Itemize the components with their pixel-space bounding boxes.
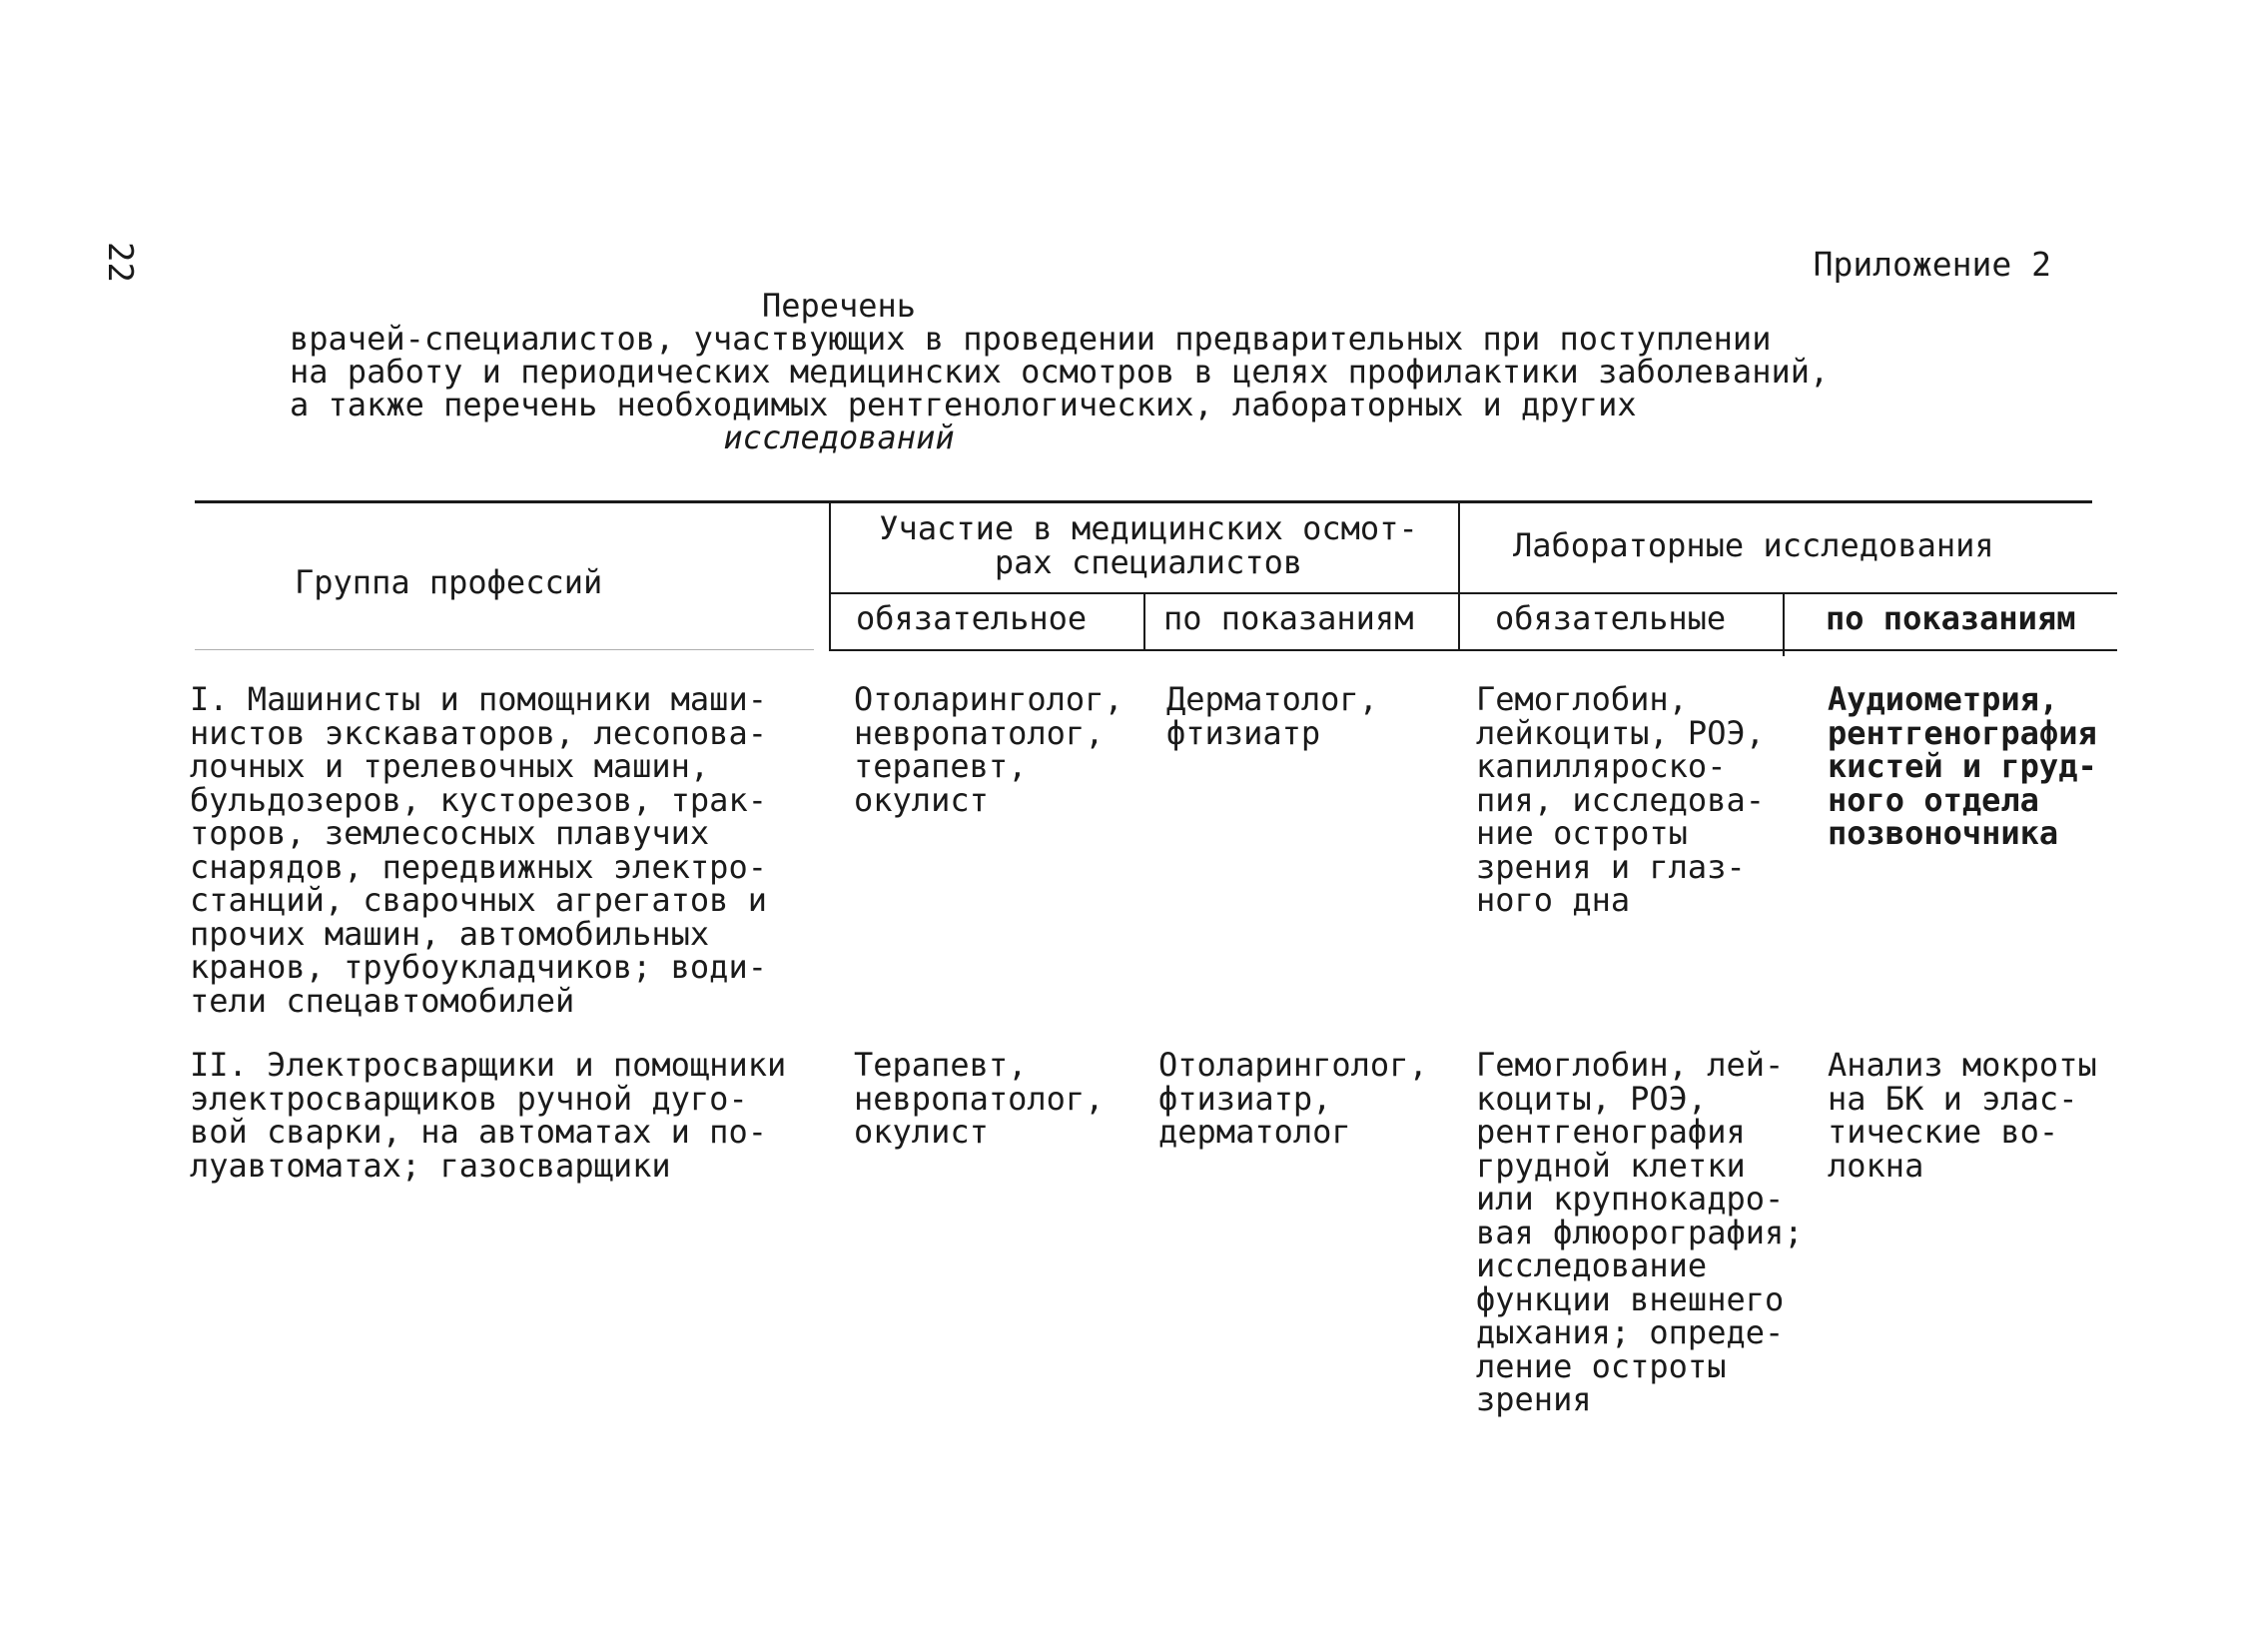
- title-line-1: врачей-специалистов, участвующих в проведении предварительных при поступлении: [290, 320, 1772, 358]
- row2-lab-mandatory: Гемоглобин, лей- коциты, РОЭ, рентгенография грудной клетки или крупнокадро- вая флюорография; исследование функции внешнего дыхания; опреде- ление остроты зрения: [1476, 1046, 1804, 1418]
- header-lab-mandatory: обязательные: [1495, 599, 1727, 637]
- vline-mid-lab: [1783, 594, 1785, 656]
- row1-lab-indication: Аудиометрия, рентгенография кистей и груд- ного отдела позвоночника: [1828, 680, 2097, 852]
- row1-group: I. Машинисты и помощники маши- нистов экскаваторов, лесопова- лочных и трелевочных машин, бульдозеров, кусторезов, трак- торов, землесосных плавучих снарядов, передвижных электро- станций, сварочных агрегатов и прочих машин, автомобильных кранов, трубоукладчиков; води- тели спецавтомобилей: [190, 680, 767, 1020]
- vline-mid-specialists: [1143, 594, 1145, 651]
- row2-lab-indication: Анализ мокроты на БК и элас- тические во- локна: [1828, 1046, 2097, 1185]
- page-number: 22: [100, 242, 140, 283]
- row2-spec-mandatory: Терапевт, невропатолог, окулист: [854, 1046, 1105, 1151]
- title-word: Перечень: [761, 287, 917, 325]
- subheader-rule: [829, 592, 2117, 594]
- header-bottom-rule: [829, 649, 2117, 651]
- row1-spec-mandatory: Отоларинголог, невропатолог, терапевт, окулист: [854, 680, 1123, 819]
- vline-specialists-left: [829, 502, 831, 651]
- header-group-of-professions: Группа профессий: [295, 563, 603, 601]
- row2-spec-indication: Отоларинголог, фтизиатр, дерматолог: [1158, 1046, 1428, 1151]
- row2-group: II. Электросварщики и помощники электросварщиков ручной дуго- вой сварки, на автоматах и по- луавтоматах; газосварщики: [190, 1046, 787, 1185]
- title-line-2: на работу и периодических медицинских осмотров в целях профилактики заболеваний,: [290, 353, 1830, 391]
- title-last: исследований: [723, 418, 955, 456]
- document-title: [290, 287, 1967, 456]
- header-mandatory: обязательное: [856, 599, 1088, 637]
- appendix-label: Приложение 2: [1813, 245, 2051, 284]
- header-bottom-rule-left: [195, 649, 814, 650]
- header-lab-tests: Лабораторные исследования: [1513, 526, 1994, 564]
- table-top-rule: [195, 500, 2092, 503]
- header-by-indication: по показаниям: [1163, 599, 1414, 637]
- header-specialists: Участие в медицинских осмот- рах специалистов: [879, 509, 1418, 581]
- title-line-3: а также перечень необходимых рентгенологических, лабораторных и других: [290, 386, 1637, 423]
- row1-spec-indication: Дерматолог, фтизиатр: [1166, 680, 1378, 752]
- header-lab-by-indication: по показаниям: [1826, 599, 2076, 637]
- vline-lab-left: [1458, 502, 1460, 651]
- row1-lab-mandatory: Гемоглобин, лейкоциты, РОЭ, капилляроско- пия, исследова- ние остроты зрения и глаз- ного дна: [1476, 680, 1765, 919]
